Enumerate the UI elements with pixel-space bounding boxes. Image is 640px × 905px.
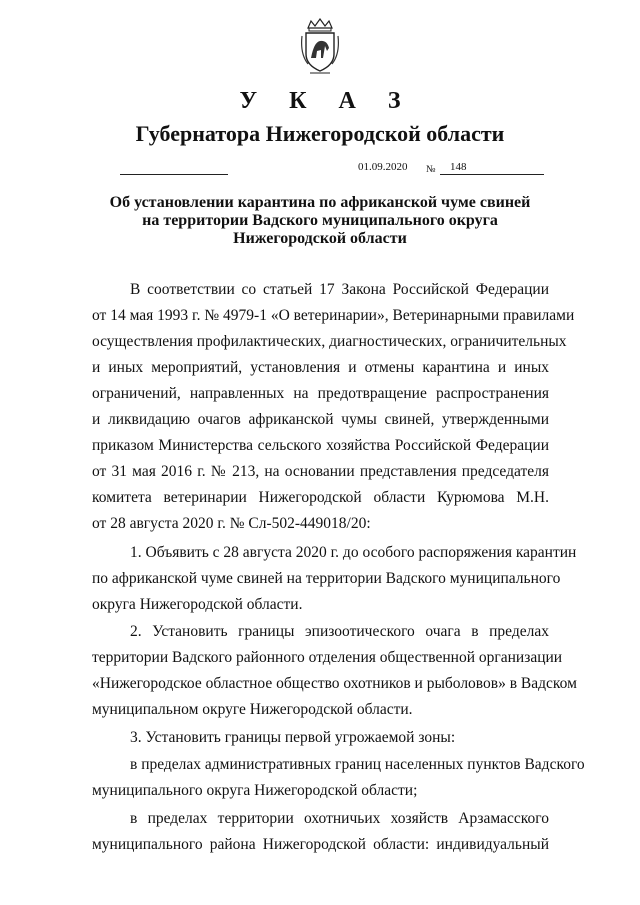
body-line: от 28 августа 2020 г. № Сл-502-449018/20: [92, 515, 371, 532]
body-line: 1. Объявить с 28 августа 2020 г. до особого распоряжения карантин [130, 544, 577, 561]
body-line: муниципального района Нижегородской области: индивидуальный [92, 836, 549, 853]
number-underline [440, 174, 544, 175]
number-sign: № [426, 164, 436, 175]
body-line: 3. Установить границы первой угрожаемой зоны: [130, 729, 456, 746]
body-line: комитета ветеринарии Нижегородской области Курюмова М.Н. [92, 489, 549, 506]
body-line: «Нижегородское областное общество охотников и рыболовов» в Вадском [92, 675, 577, 692]
document-type-title: У К А З [239, 88, 414, 114]
body-line: муниципальном округе Нижегородской области. [92, 701, 413, 718]
body-line: округа Нижегородской области. [92, 596, 303, 613]
heading-line: Нижегородской области [233, 230, 407, 247]
body-line: муниципального округа Нижегородской области; [92, 782, 418, 799]
body-line: В соответствии со статьей 17 Закона Российской Федерации [130, 281, 549, 298]
body-line: от 14 мая 1993 г. № 4979-1 «О ветеринарии», Ветеринарными правилами [92, 307, 575, 324]
issuer-subtitle: Губернатора Нижегородской области [135, 121, 505, 146]
coat-of-arms-emblem [300, 18, 340, 76]
body-line: осуществления профилактических, диагностических, ограничительных [92, 333, 567, 350]
body-line: ограничений, направленных на предотвращение распространения [92, 385, 549, 402]
body-line: в пределах территории охотничьих хозяйств Арзамасского [130, 810, 549, 827]
body-line: по африканской чуме свиней на территории Вадского муниципального [92, 570, 561, 587]
body-line: и иных мероприятий, установления и отмены карантина и иных [92, 359, 549, 376]
heading-line: на территории Вадского муниципального округа [142, 212, 498, 229]
body-line: приказом Министерства сельского хозяйства Российской Федерации [92, 437, 549, 454]
body-line: и ликвидацию очагов африканской чумы свиней, утвержденными [92, 411, 549, 428]
document-date: 01.09.2020 [358, 161, 408, 173]
body-line: 2. Установить границы эпизоотического очага в пределах [130, 623, 549, 640]
body-line: от 31 мая 2016 г. № 213, на основании представления председателя [92, 463, 549, 480]
document-number: 148 [450, 161, 467, 173]
document-heading [100, 194, 540, 248]
body-line: территории Вадского районного отделения общественной организации [92, 649, 563, 666]
heading-line: Об установлении карантина по африканской чуме свиней [109, 194, 531, 211]
signature-line-left [120, 174, 228, 175]
body-line: в пределах административных границ населенных пунктов Вадского [130, 756, 585, 773]
